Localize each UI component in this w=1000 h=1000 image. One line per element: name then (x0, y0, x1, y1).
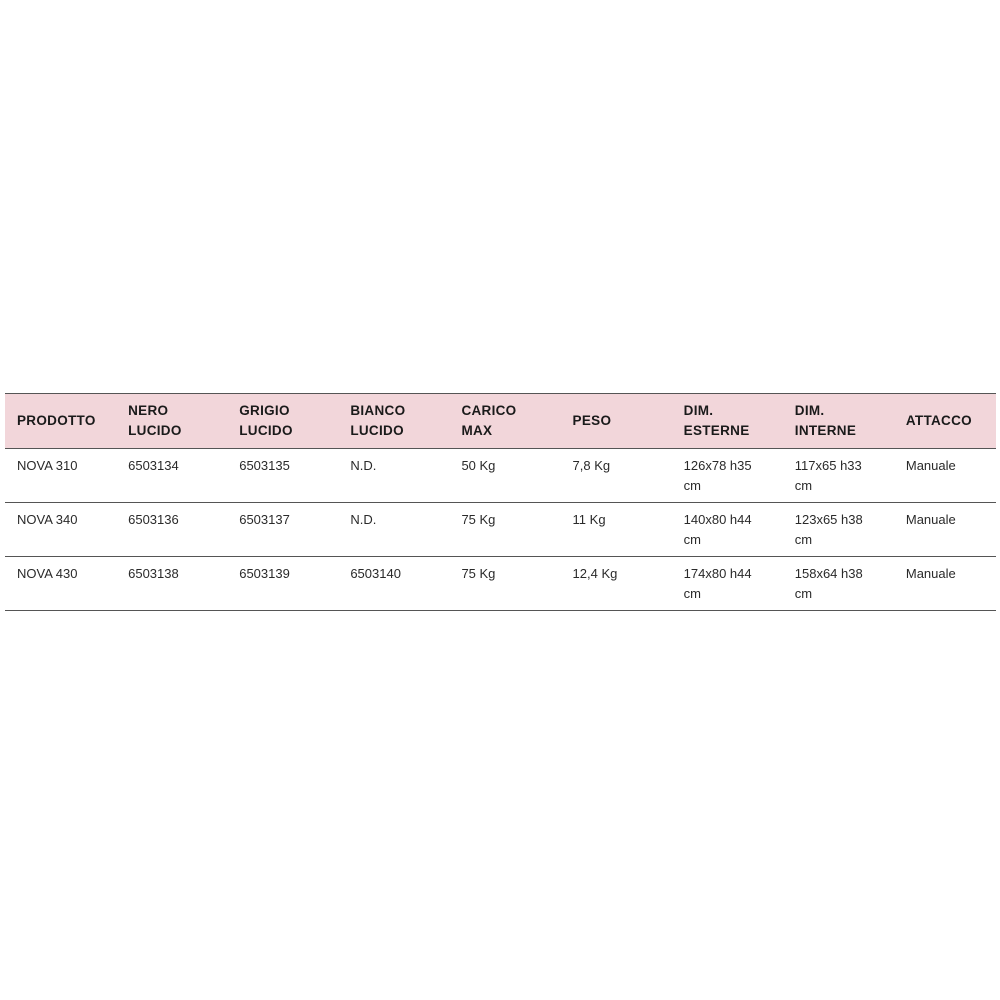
header-nero-lucido: NERO LUCIDO (128, 403, 182, 438)
header-dim-esterne: DIM. ESTERNE (683, 403, 750, 438)
product-table-container (5, 393, 996, 611)
cell-prodotto: NOVA 430 (17, 566, 78, 581)
table-row (5, 449, 996, 503)
cell-grigio-lucido: 6503137 (239, 512, 290, 527)
cell-peso: 7,8 Kg (572, 458, 611, 473)
cell-peso: 12,4 Kg (572, 566, 618, 581)
cell-bianco-lucido: N.D. (350, 458, 377, 473)
cell-dim-interne: 123x65 h38 cm (794, 512, 863, 547)
cell-dim-esterne: 174x80 h44 cm (683, 566, 752, 601)
cell-dim-esterne: 140x80 h44 cm (683, 512, 752, 547)
header-dim-interne: DIM. INTERNE (794, 403, 857, 438)
cell-carico-max: 75 Kg (461, 512, 496, 527)
cell-grigio-lucido: 6503139 (239, 566, 290, 581)
cell-carico-max: 50 Kg (461, 458, 496, 473)
table-body (5, 449, 996, 611)
table-row (5, 557, 996, 611)
header-carico-max: CARICO MAX (461, 403, 517, 438)
table-row (5, 503, 996, 557)
cell-bianco-lucido: N.D. (350, 512, 377, 527)
cell-attacco: Manuale (905, 566, 956, 581)
cell-grigio-lucido: 6503135 (239, 458, 290, 473)
cell-bianco-lucido: 6503140 (350, 566, 401, 581)
header-bianco-lucido: BIANCO LUCIDO (350, 403, 406, 438)
cell-nero-lucido: 6503136 (128, 512, 179, 527)
header-attacco: ATTACCO (905, 413, 972, 428)
cell-dim-interne: 158x64 h38 cm (794, 566, 863, 601)
cell-dim-esterne: 126x78 h35 cm (683, 458, 752, 493)
table-header-row (5, 394, 996, 449)
cell-nero-lucido: 6503138 (128, 566, 179, 581)
cell-peso: 11 Kg (572, 512, 606, 527)
header-peso: PESO (572, 413, 612, 428)
cell-carico-max: 75 Kg (461, 566, 496, 581)
cell-attacco: Manuale (905, 512, 956, 527)
cell-attacco: Manuale (905, 458, 956, 473)
header-grigio-lucido: GRIGIO LUCIDO (239, 403, 293, 438)
cell-nero-lucido: 6503134 (128, 458, 179, 473)
cell-prodotto: NOVA 340 (17, 512, 78, 527)
cell-prodotto: NOVA 310 (17, 458, 78, 473)
cell-dim-interne: 117x65 h33 cm (794, 458, 862, 493)
header-prodotto: PRODOTTO (17, 413, 96, 428)
table-header (5, 394, 996, 449)
product-table (5, 394, 996, 611)
